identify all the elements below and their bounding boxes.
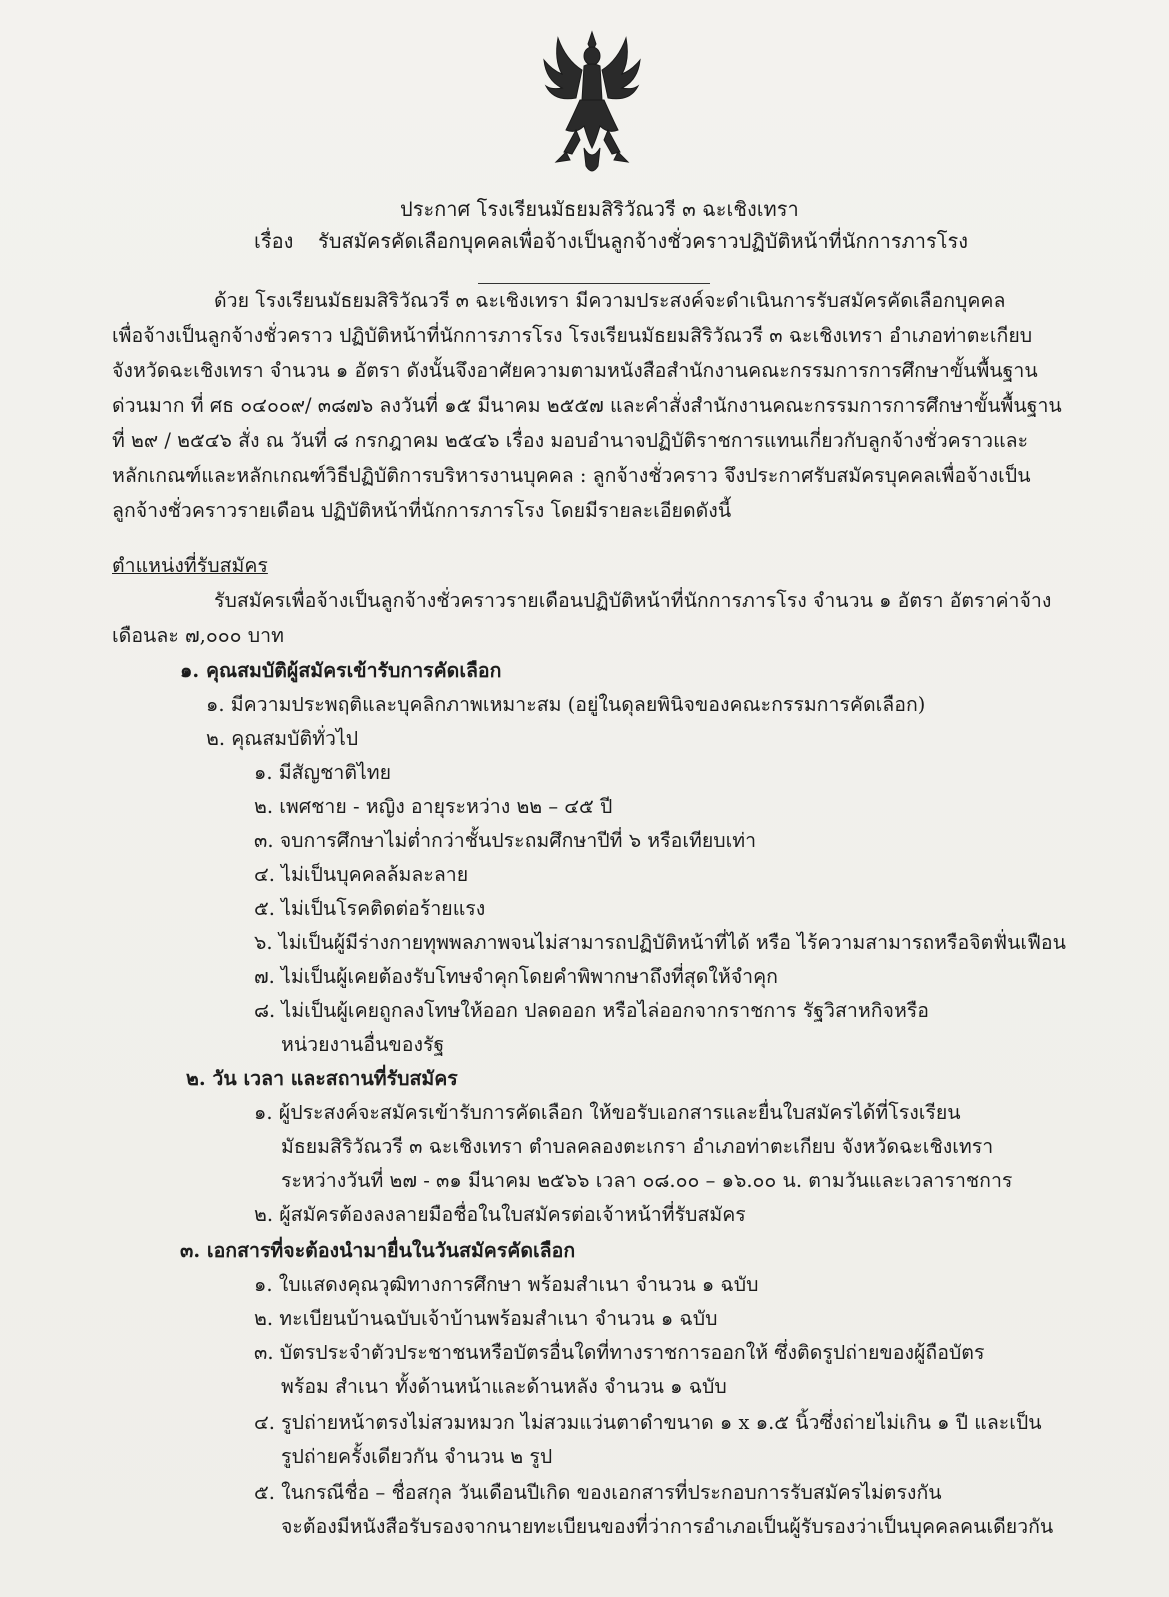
subject-title: รับสมัครคัดเลือกบุคคลเพื่อจ้างเป็นลูกจ้างชั่วคราวปฏิบัติหน้าที่นักการภารโรง: [318, 229, 968, 253]
section-1-item: ๕. ไม่เป็นโรคติดต่อร้ายแรง: [254, 897, 486, 920]
section-1-item: ๖. ไม่เป็นผู้มีร่างกายทุพพลภาพจนไม่สามารถปฏิบัติหน้าที่ได้ หรือ ไร้ความสามารถหรือจิตฟั่นเฟือน: [254, 931, 1066, 954]
intro-line: ที่ ๒๙ / ๒๕๔๖ สั่ง ณ วันที่ ๘ กรกฎาคม ๒๕๔๖ เรื่อง มอบอำนาจปฏิบัติราชการแทนเกี่ยวกับลูกจ้างชั่วคราวและ: [112, 429, 1029, 452]
section-1-item: ๔. ไม่เป็นบุคคลล้มละลาย: [254, 863, 469, 886]
section-3-item: ๔. รูปถ่ายหน้าตรงไม่สวมหมวก ไม่สวมแว่นตาดำขนาด ๑ x ๑.๕ นิ้วซึ่งถ่ายไม่เกิน ๑ ปี และเป็น: [254, 1411, 1042, 1434]
section-2-heading: ๒. วัน เวลา และสถานที่รับสมัคร: [186, 1067, 458, 1090]
section-3-heading: ๓. เอกสารที่จะต้องนำมายื่นในวันสมัครคัดเลือก: [180, 1239, 576, 1262]
section-1-item: ๗. ไม่เป็นผู้เคยต้องรับโทษจำคุกโดยคำพิพากษาถึงที่สุดให้จำคุก: [254, 965, 778, 988]
section-2-item: ๑. ผู้ประสงค์จะสมัครเข้ารับการคัดเลือก ให้ขอรับเอกสารและยื่นใบสมัครได้ที่โรงเรียน: [254, 1101, 961, 1124]
position-line: รับสมัครเพื่อจ้างเป็นลูกจ้างชั่วคราวรายเดือนปฏิบัติหน้าที่นักการภารโรง จำนวน ๑ อัตรา อัตราค่าจ้าง: [214, 589, 1052, 612]
section-2-item: มัธยมสิริวัณวรี ๓ ฉะเชิงเทรา ตำบลคลองตะเกรา อำเภอท่าตะเกียบ จังหวัดฉะเชิงเทรา: [281, 1135, 994, 1158]
intro-line: ลูกจ้างชั่วคราวรายเดือน ปฏิบัติหน้าที่นักการภารโรง โดยมีรายละเอียดดังนี้: [112, 499, 732, 522]
section-1-item: ๑. มีสัญชาติไทย: [254, 761, 392, 784]
position-heading: ตำแหน่งที่รับสมัคร: [112, 554, 268, 577]
section-2-item: ๒. ผู้สมัครต้องลงลายมือชื่อในใบสมัครต่อเจ้าหน้าที่รับสมัคร: [254, 1203, 746, 1226]
section-3-item: พร้อม สำเนา ทั้งด้านหน้าและด้านหลัง จำนวน ๑ ฉบับ: [281, 1375, 727, 1398]
section-1-item: ๒. เพศชาย - หญิง อายุระหว่าง ๒๒ – ๔๕ ปี: [254, 795, 613, 818]
section-3-item: ๕. ในกรณีชื่อ – ชื่อสกุล วันเดือนปีเกิด ของเอกสารที่ประกอบการรับสมัครไม่ตรงกัน: [254, 1481, 942, 1504]
intro-line: เพื่อจ้างเป็นลูกจ้างชั่วคราว ปฏิบัติหน้าที่นักการภารโรง โรงเรียนมัธยมสิริวัณวรี ๓ ฉะเชิงเทรา อำเภอท่าตะเกียบ: [112, 324, 1033, 347]
section-1-item: ๘. ไม่เป็นผู้เคยถูกลงโทษให้ออก ปลดออก หรือไล่ออกจากราชการ รัฐวิสาหกิจหรือ: [254, 999, 929, 1022]
announcement-title: ประกาศ โรงเรียนมัธยมสิริวัณวรี ๓ ฉะเชิงเทรา: [400, 197, 799, 221]
section-2-item: ระหว่างวันที่ ๒๗ - ๓๑ มีนาคม ๒๕๖๖ เวลา ๐๘.๐๐ – ๑๖.๐๐ น. ตามวันและเวลาราชการ: [281, 1169, 1013, 1192]
section-1-heading: ๑. คุณสมบัติผู้สมัครเข้ารับการคัดเลือก: [180, 659, 502, 682]
section-1-item: หน่วยงานอื่นของรัฐ: [281, 1033, 445, 1056]
intro-line: จังหวัดฉะเชิงเทรา จำนวน ๑ อัตรา ดังนั้นจึงอาศัยความตามหนังสือสำนักงานคณะกรรมการการศึกษาขั้นพื้นฐาน: [112, 359, 1038, 382]
garuda-emblem-icon: [536, 30, 648, 180]
title-divider: [478, 283, 710, 284]
intro-line: หลักเกณฑ์และหลักเกณฑ์วิธีปฏิบัติการบริหารงานบุคคล : ลูกจ้างชั่วคราว จึงประกาศรับสมัครบุคคลเพื่อจ้างเป็น: [112, 464, 1031, 487]
section-1-sub: ๒. คุณสมบัติทั่วไป: [206, 727, 359, 750]
section-3-item: ๑. ใบแสดงคุณวุฒิทางการศึกษา พร้อมสำเนา จำนวน ๑ ฉบับ: [254, 1273, 759, 1296]
intro-line: ด้วย โรงเรียนมัธยมสิริวัณวรี ๓ ฉะเชิงเทรา มีความประสงค์จะดำเนินการรับสมัครคัดเลือกบุคคล: [214, 289, 1006, 312]
section-3-item: จะต้องมีหนังสือรับรองจากนายทะเบียนของที่ว่าการอำเภอเป็นผู้รับรองว่าเป็นบุคคลคนเดียวกัน: [281, 1515, 1054, 1538]
position-line: เดือนละ ๗,๐๐๐ บาท: [112, 624, 284, 647]
section-3-item: ๓. บัตรประจำตัวประชาชนหรือบัตรอื่นใดที่ทางราชการออกให้ ซึ่งติดรูปถ่ายของผู้ถือบัตร: [254, 1341, 985, 1364]
section-1-item: ๓. จบการศึกษาไม่ต่ำกว่าชั้นประถมศึกษาปีที่ ๖ หรือเทียบเท่า: [254, 829, 757, 852]
intro-line: ด่วนมาก ที่ ศธ ๐๔๐๐๙/ ๓๘๗๖ ลงวันที่ ๑๕ มีนาคม ๒๕๕๗ และคำสั่งสำนักงานคณะกรรมการการศึกษาขั้นพื้นฐาน: [112, 394, 1062, 417]
section-3-item: ๒. ทะเบียนบ้านฉบับเจ้าบ้านพร้อมสำเนา จำนวน ๑ ฉบับ: [254, 1307, 718, 1330]
section-1-sub: ๑. มีความประพฤติและบุคลิกภาพเหมาะสม (อยู่ในดุลยพินิจของคณะกรรมการคัดเลือก): [206, 693, 926, 716]
subject-prefix: เรื่อง: [254, 229, 294, 253]
section-3-item: รูปถ่ายครั้งเดียวกัน จำนวน ๒ รูป: [281, 1445, 553, 1468]
